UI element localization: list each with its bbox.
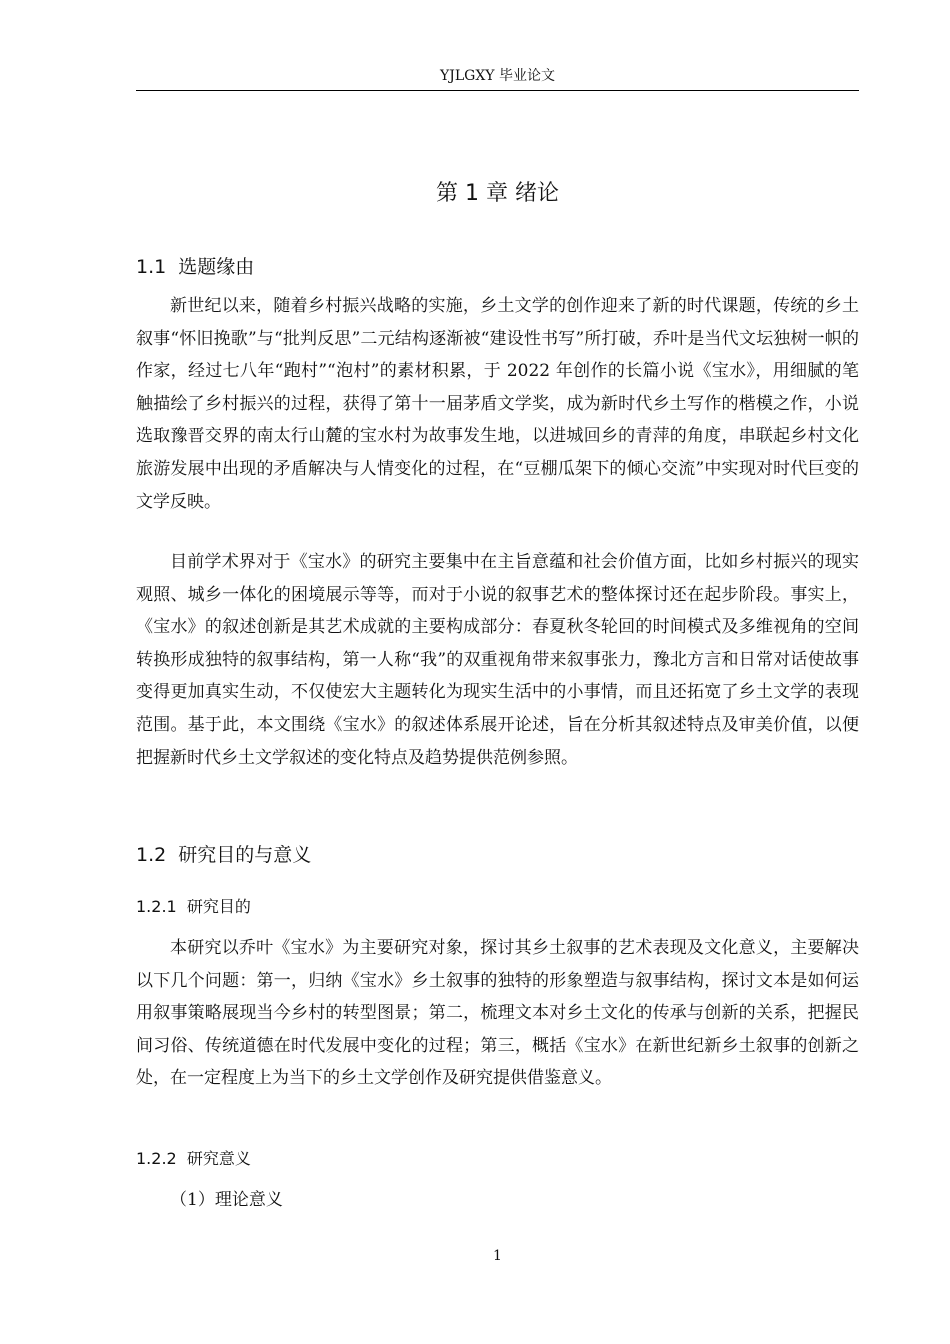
list-item-theory: （1）理论意义 (170, 1190, 283, 1210)
paragraph-1-2-1: 本研究以乔叶《宝水》为主要研究对象，探讨其乡土叙事的艺术表现及文化意义，主要解决以下几个问题：第一，归纳《宝水》乡土叙事的独特的形象塑造与叙事结构，探讨文本是如何运用叙事策略展现当今乡村的转型图景；第二，梳理文本对乡土文化的传承与创新的关系，把握民间习俗、传统道德在时代发展中变化的过程；第三，概括《宝水》在新世纪新乡土叙事的创新之处，在一定程度上为当下的乡土文学创作及研究提供借鉴意义。 (136, 938, 859, 1089)
section-heading-1-1: 1.1 选题缘由 (136, 256, 255, 278)
subsection-heading-1-2-2: 1.2.2 研究意义 (136, 1149, 251, 1168)
paragraph-1-1-b: 目前学术界对于《宝水》的研究主要集中在主旨意蕴和社会价值方面，比如乡村振兴的现实观照、城乡一体化的困境展示等等，而对于小说的叙事艺术的整体探讨还在起步阶段。事实上，《宝水》的叙述创新是其艺术成就的主要构成部分：春夏秋冬轮回的时间模式及多维视角的空间转换形成独特的叙事结构，第一人称“我”的双重视角带来叙事张力，豫北方言和日常对话使故事变得更加真实生动，不仅使宏大主题转化为现实生活中的小事情，而且还拓宽了乡土文学的表现范围。基于此，本文围绕《宝水》的叙述体系展开论述，旨在分析其叙述特点及审美价值，以便把握新时代乡土文学叙述的变化特点及趋势提供范例参照。 (136, 552, 859, 768)
paragraph-1-1-a: 新世纪以来，随着乡村振兴战略的实施，乡土文学的创作迎来了新的时代课题，传统的乡土叙事“怀旧挽歌”与“批判反思”二元结构逐渐被“建设性书写”所打破，乔叶是当代文坛独树一帜的作家，经过七八年“跑村”“泡村”的素材积累，于 2022 年创作的长篇小说《宝水》，用细腻的笔触描绘了乡村振兴的过程，获得了第十一届茅盾文学奖，成为新时代乡土写作的楷模之作，小说选取豫晋交界的南太行山麓的宝水村为故事发生地，以进城回乡的青萍的角度，串联起乡村文化旅游发展中出现的矛盾解决与人情变化的过程，在“豆棚瓜架下的倾心交流”中实现对时代巨变的文学反映。 (136, 296, 859, 512)
chapter-title: 第 1 章 绪论 (436, 181, 559, 206)
running-header: YJLGXY 毕业论文 (440, 68, 555, 84)
section-heading-1-2: 1.2 研究目的与意义 (136, 844, 312, 866)
page-number: 1 (493, 1248, 502, 1264)
header-divider (136, 90, 859, 91)
subsection-heading-1-2-1: 1.2.1 研究目的 (136, 897, 251, 916)
